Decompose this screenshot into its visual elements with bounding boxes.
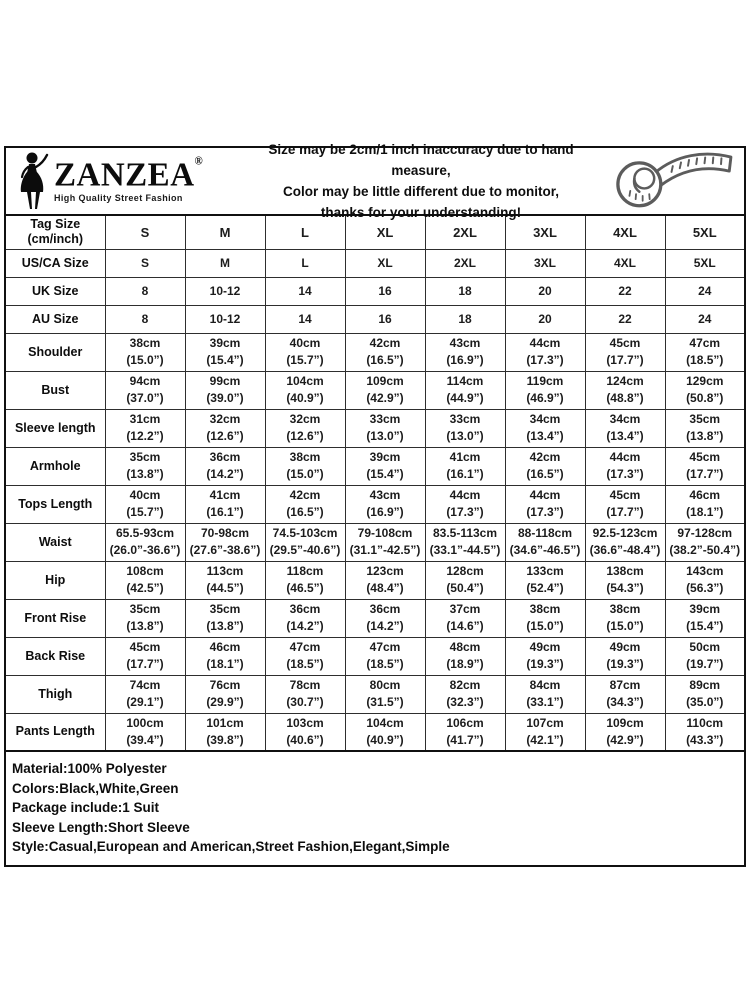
table-row [5,277,745,305]
size-cell: 39cm (15.4”) [345,447,425,485]
size-cell: 87cm (34.3”) [585,675,665,713]
size-cell: 41cm (16.1”) [185,485,265,523]
row-label: AU Size [5,305,105,333]
measure-notice [238,139,604,223]
size-column-header: L [265,215,345,249]
size-cell: 14 [265,277,345,305]
size-cell: 104cm (40.9”) [345,713,425,751]
detail-colors: Colors:Black,White,Green [12,780,179,796]
brand-text-block [54,155,204,203]
size-cell: 143cm (56.3”) [665,561,745,599]
brand-logo [6,151,238,211]
size-chart-table [4,214,746,752]
row-label: UK Size [5,277,105,305]
registered-mark: ® [194,155,204,168]
size-cell: L [265,249,345,277]
size-cell: 44cm (17.3”) [505,333,585,371]
row-label: Bust [5,371,105,409]
size-guide-sheet [4,142,746,867]
size-cell: 114cm (44.9”) [425,371,505,409]
table-row [5,447,745,485]
size-cell: 45cm (17.7”) [585,333,665,371]
size-column-header: XL [345,215,425,249]
size-cell: 20 [505,277,585,305]
size-cell: 39cm (15.4”) [665,599,745,637]
table-row [5,305,745,333]
size-cell: 76cm (29.9”) [185,675,265,713]
size-cell: 107cm (42.1”) [505,713,585,751]
row-label: Pants Length [5,713,105,751]
size-cell: 108cm (42.5”) [105,561,185,599]
size-cell: 33cm (13.0”) [425,409,505,447]
notice-line-1: Size may be 2cm/1 inch inaccuracy due to hand measure, [268,142,574,178]
size-cell: 45cm (17.7”) [665,447,745,485]
row-label: Tops Length [5,485,105,523]
size-cell: 138cm (54.3”) [585,561,665,599]
size-cell: 46cm (18.1”) [665,485,745,523]
row-label: Sleeve length [5,409,105,447]
size-cell: 42cm (16.5”) [505,447,585,485]
size-cell: 44cm (17.3”) [505,485,585,523]
brand-tagline: High Quality Street Fashion [54,193,183,203]
size-cell: 79-108cm (31.1”-42.5”) [345,523,425,561]
brand-name: ZANZEA® [54,155,204,194]
size-cell: 16 [345,277,425,305]
size-cell: 32cm (12.6”) [265,409,345,447]
table-row [5,333,745,371]
size-cell: 8 [105,277,185,305]
size-cell: 100cm (39.4”) [105,713,185,751]
size-cell: 36cm (14.2”) [185,447,265,485]
size-cell: 37cm (14.6”) [425,599,505,637]
detail-package: Package include:1 Suit [12,800,160,815]
size-cell: 44cm (17.3”) [425,485,505,523]
size-cell: 8 [105,305,185,333]
size-cell: 74cm (29.1”) [105,675,185,713]
row-label: Thigh [5,675,105,713]
size-cell: 3XL [505,249,585,277]
size-cell: XL [345,249,425,277]
row-label: Shoulder [5,333,105,371]
size-cell: 123cm (48.4”) [345,561,425,599]
size-cell: 18 [425,305,505,333]
size-cell: 47cm (18.5”) [265,637,345,675]
size-cell: 82cm (32.3”) [425,675,505,713]
row-label: Front Rise [5,599,105,637]
table-row [5,713,745,751]
size-cell: S [105,249,185,277]
detail-style: Style:Casual,European and American,Street Fashion,Elegant,Simple [12,839,450,854]
size-cell: 44cm (17.3”) [585,447,665,485]
size-cell: 38cm (15.0”) [265,447,345,485]
size-cell: 42cm (16.5”) [345,333,425,371]
size-column-header: 5XL [665,215,745,249]
size-cell: 18 [425,277,505,305]
table-row [5,561,745,599]
size-cell: 24 [665,277,745,305]
size-cell: 94cm (37.0”) [105,371,185,409]
row-label: Hip [5,561,105,599]
size-cell: 41cm (16.1”) [425,447,505,485]
product-details [4,752,746,867]
size-cell: 16 [345,305,425,333]
size-cell: 31cm (12.2”) [105,409,185,447]
size-cell: 84cm (33.1”) [505,675,585,713]
size-cell: 103cm (40.6”) [265,713,345,751]
size-cell: 99cm (39.0”) [185,371,265,409]
size-cell: 97-128cm (38.2”-50.4”) [665,523,745,561]
size-chart-body [5,215,745,751]
size-cell: 42cm (16.5”) [265,485,345,523]
size-cell: 43cm (16.9”) [345,485,425,523]
size-cell: 48cm (18.9”) [425,637,505,675]
size-cell: 38cm (15.0”) [585,599,665,637]
size-cell: 113cm (44.5”) [185,561,265,599]
detail-material: Material:100% Polyester [12,761,167,776]
size-cell: 92.5-123cm (36.6”-48.4”) [585,523,665,561]
header [4,142,746,220]
size-cell: 49cm (19.3”) [505,637,585,675]
tape-icon-area [604,148,744,214]
table-row [5,523,745,561]
size-cell: 109cm (42.9”) [585,713,665,751]
size-cell: 2XL [425,249,505,277]
size-cell: 101cm (39.8”) [185,713,265,751]
size-cell: 32cm (12.6”) [185,409,265,447]
size-cell: 109cm (42.9”) [345,371,425,409]
size-cell: 33cm (13.0”) [345,409,425,447]
size-cell: 35cm (13.8”) [665,409,745,447]
size-cell: 35cm (13.8”) [105,447,185,485]
size-cell: 36cm (14.2”) [345,599,425,637]
size-cell: 83.5-113cm (33.1”-44.5”) [425,523,505,561]
size-cell: 124cm (48.8”) [585,371,665,409]
size-cell: 36cm (14.2”) [265,599,345,637]
size-column-header: 4XL [585,215,665,249]
woman-silhouette-icon [16,151,52,211]
size-cell: 35cm (13.8”) [185,599,265,637]
size-column-header: 2XL [425,215,505,249]
size-column-header: 3XL [505,215,585,249]
size-cell: 118cm (46.5”) [265,561,345,599]
row-label: Waist [5,523,105,561]
size-cell: 5XL [665,249,745,277]
size-cell: 49cm (19.3”) [585,637,665,675]
size-cell: 80cm (31.5”) [345,675,425,713]
size-cell: 45cm (17.7”) [585,485,665,523]
row-label: Back Rise [5,637,105,675]
size-cell: 46cm (18.1”) [185,637,265,675]
size-column-header: M [185,215,265,249]
size-cell: 10-12 [185,305,265,333]
size-column-header: S [105,215,185,249]
size-cell: 70-98cm (27.6”-38.6”) [185,523,265,561]
size-cell: 39cm (15.4”) [185,333,265,371]
size-cell: 74.5-103cm (29.5”-40.6”) [265,523,345,561]
size-cell: 43cm (16.9”) [425,333,505,371]
row-label: Tag Size (cm/inch) [5,215,105,249]
size-cell: 14 [265,305,345,333]
size-cell: 24 [665,305,745,333]
size-cell: 34cm (13.4”) [585,409,665,447]
notice-line-2: Color may be little different due to monitor, [282,184,560,199]
size-cell: 22 [585,305,665,333]
size-cell: 38cm (15.0”) [505,599,585,637]
size-cell: 133cm (52.4”) [505,561,585,599]
size-cell: 78cm (30.7”) [265,675,345,713]
table-row [5,371,745,409]
size-cell: 89cm (35.0”) [665,675,745,713]
table-row [5,249,745,277]
size-cell: 38cm (15.0”) [105,333,185,371]
size-cell: 40cm (15.7”) [265,333,345,371]
size-cell: 35cm (13.8”) [105,599,185,637]
size-cell: 47cm (18.5”) [345,637,425,675]
size-cell: 128cm (50.4”) [425,561,505,599]
size-cell: 40cm (15.7”) [105,485,185,523]
size-cell: 119cm (46.9”) [505,371,585,409]
row-label: Armhole [5,447,105,485]
size-cell: 106cm (41.7”) [425,713,505,751]
size-cell: 65.5-93cm (26.0”-36.6”) [105,523,185,561]
size-cell: 22 [585,277,665,305]
size-cell: 20 [505,305,585,333]
measuring-tape-icon [611,148,737,214]
size-cell: M [185,249,265,277]
row-label: US/CA Size [5,249,105,277]
size-cell: 4XL [585,249,665,277]
table-row [5,599,745,637]
size-cell: 50cm (19.7”) [665,637,745,675]
table-row [5,637,745,675]
size-cell: 10-12 [185,277,265,305]
size-cell: 110cm (43.3”) [665,713,745,751]
size-cell: 34cm (13.4”) [505,409,585,447]
table-row [5,409,745,447]
size-cell: 129cm (50.8”) [665,371,745,409]
table-row [5,485,745,523]
table-row [5,675,745,713]
size-cell: 45cm (17.7”) [105,637,185,675]
size-cell: 88-118cm (34.6”-46.5”) [505,523,585,561]
size-cell: 104cm (40.9”) [265,371,345,409]
size-cell: 47cm (18.5”) [665,333,745,371]
detail-sleeve-length: Sleeve Length:Short Sleeve [12,819,190,835]
notice-line-3: thanks for your understanding! [320,205,522,220]
